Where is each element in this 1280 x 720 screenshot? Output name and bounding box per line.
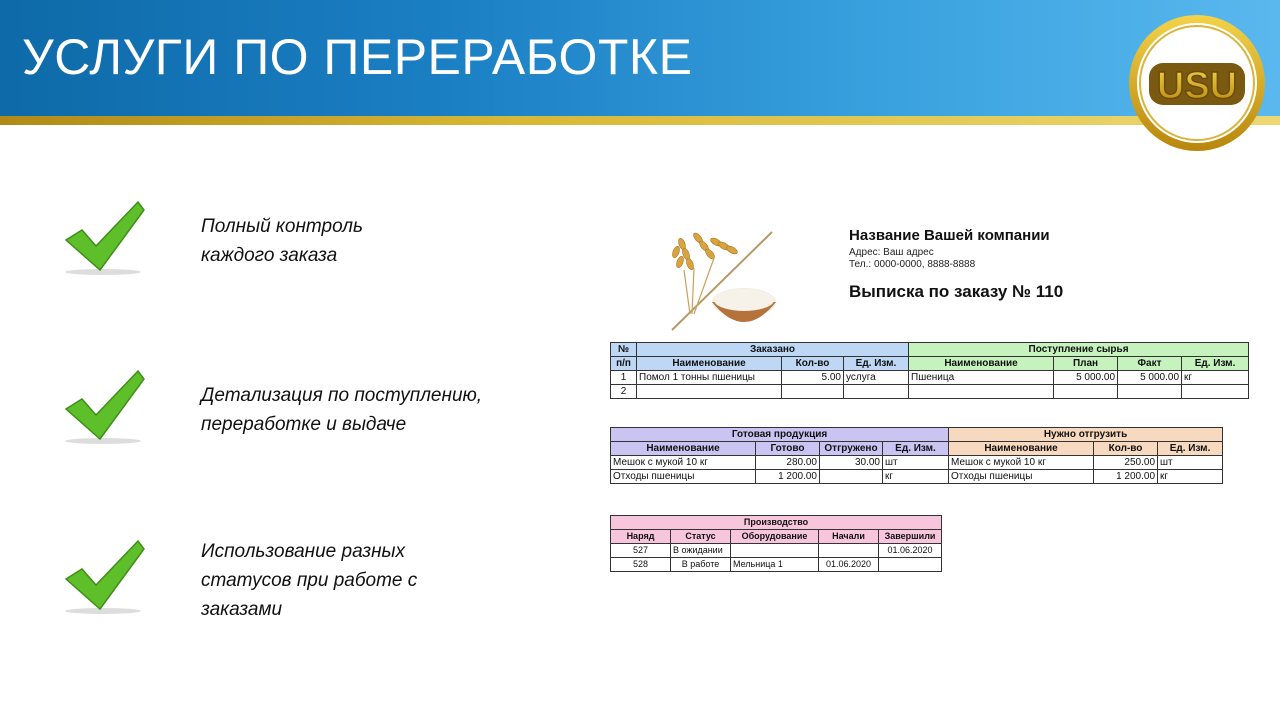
col-header: Факт xyxy=(1118,357,1182,371)
production-group-header: Производство xyxy=(611,516,942,530)
ready-group-header: Готовая продукция xyxy=(611,428,949,442)
statement-title: Выписка по заказу № 110 xyxy=(849,282,1064,301)
cell: 01.06.2020 xyxy=(879,544,942,558)
company-address: Адрес: Ваш адрес xyxy=(849,247,934,258)
company-contacts xyxy=(849,247,975,271)
checkmark-icon xyxy=(60,367,150,447)
cell: Мешок с мукой 10 кг xyxy=(611,456,756,470)
order-table xyxy=(610,342,1249,399)
feature-1-line-1: Полный контроль xyxy=(201,216,363,237)
cell: 2 xyxy=(611,385,637,399)
cell: 1 xyxy=(611,371,637,385)
wheat-flour-image xyxy=(664,224,776,336)
cell: 30.00 xyxy=(820,456,883,470)
col-header: Ед. Изм. xyxy=(1182,357,1249,371)
col-header: Готово xyxy=(756,442,820,456)
cell: 5 000.00 xyxy=(1054,371,1118,385)
col-header: Оборудование xyxy=(731,530,819,544)
cell: кг xyxy=(1158,470,1223,484)
col-header: Ед. Изм. xyxy=(1158,442,1223,456)
cell: 528 xyxy=(611,558,671,572)
cell: 5.00 xyxy=(782,371,844,385)
cell: 527 xyxy=(611,544,671,558)
col-header: Ед. Изм. xyxy=(844,357,909,371)
raw-group-header: Поступление сырья xyxy=(909,343,1249,357)
col-header: Статус xyxy=(671,530,731,544)
company-name: Название Вашей компании xyxy=(849,227,1050,244)
col-header: Наряд xyxy=(611,530,671,544)
feature-2-line-1: Детализация по поступлению, xyxy=(201,385,483,406)
feature-text-2 xyxy=(201,381,482,439)
cell: услуга xyxy=(844,371,909,385)
feature-text-1 xyxy=(201,212,363,270)
col-header: Наименование xyxy=(909,357,1054,371)
cell: кг xyxy=(883,470,949,484)
col-header: Кол-во xyxy=(1094,442,1158,456)
num-subheader: п/п xyxy=(611,357,637,371)
col-header: Отгружено xyxy=(820,442,883,456)
cell: 01.06.2020 xyxy=(819,558,879,572)
cell: Отходы пшеницы xyxy=(611,470,756,484)
cell xyxy=(879,558,942,572)
usu-logo xyxy=(1127,13,1267,153)
production-table xyxy=(610,515,942,572)
checkmark-icon xyxy=(60,537,150,617)
table-row xyxy=(611,544,942,558)
col-header: Наименование xyxy=(949,442,1094,456)
col-header: Начали xyxy=(819,530,879,544)
col-header: Ед. Изм. xyxy=(883,442,949,456)
cell: В работе xyxy=(671,558,731,572)
cell xyxy=(1054,385,1118,399)
company-phone: Тел.: 0000-0000, 8888-8888 xyxy=(849,259,976,270)
cell xyxy=(731,544,819,558)
feature-3-line-1: Использование разных xyxy=(201,541,406,562)
cell xyxy=(1118,385,1182,399)
cell: Отходы пшеницы xyxy=(949,470,1094,484)
cell xyxy=(820,470,883,484)
cell: 250.00 xyxy=(1094,456,1158,470)
feature-2-line-2: переработке и выдаче xyxy=(201,414,407,435)
num-header: № xyxy=(611,343,637,357)
table-row xyxy=(611,470,1223,484)
cell xyxy=(782,385,844,399)
cell: 280.00 xyxy=(756,456,820,470)
product-table xyxy=(610,427,1223,484)
col-header: Наименование xyxy=(611,442,756,456)
cell: В ожидании xyxy=(671,544,731,558)
cell xyxy=(819,544,879,558)
table-row xyxy=(611,558,942,572)
checkmark-icon xyxy=(60,198,150,278)
cell: шт xyxy=(883,456,949,470)
cell: Пшеница xyxy=(909,371,1054,385)
table-row xyxy=(611,385,1249,399)
ship-group-header: Нужно отгрузить xyxy=(949,428,1223,442)
cell xyxy=(637,385,782,399)
feature-3-line-2: статусов при работе с xyxy=(201,570,418,591)
cell: Помол 1 тонны пшеницы xyxy=(637,371,782,385)
cell xyxy=(844,385,909,399)
cell: 5 000.00 xyxy=(1118,371,1182,385)
table-row xyxy=(611,456,1223,470)
feature-text-3 xyxy=(201,537,417,624)
ordered-group-header: Заказано xyxy=(637,343,909,357)
col-header: Кол-во xyxy=(782,357,844,371)
col-header: Завершили xyxy=(879,530,942,544)
cell: Мешок с мукой 10 кг xyxy=(949,456,1094,470)
slide-title: УСЛУГИ ПО ПЕРЕРАБОТКЕ xyxy=(22,29,693,85)
cell: Мельница 1 xyxy=(731,558,819,572)
table-row xyxy=(611,371,1249,385)
cell xyxy=(909,385,1054,399)
col-header: План xyxy=(1054,357,1118,371)
cell xyxy=(1182,385,1249,399)
cell: шт xyxy=(1158,456,1223,470)
feature-1-line-2: каждого заказа xyxy=(201,245,338,266)
cell: кг xyxy=(1182,371,1249,385)
col-header: Наименование xyxy=(637,357,782,371)
feature-3-line-3: заказами xyxy=(201,599,283,620)
cell: 1 200.00 xyxy=(756,470,820,484)
cell: 1 200.00 xyxy=(1094,470,1158,484)
header-stripe xyxy=(0,116,1280,125)
logo-text: USU xyxy=(1156,65,1238,107)
